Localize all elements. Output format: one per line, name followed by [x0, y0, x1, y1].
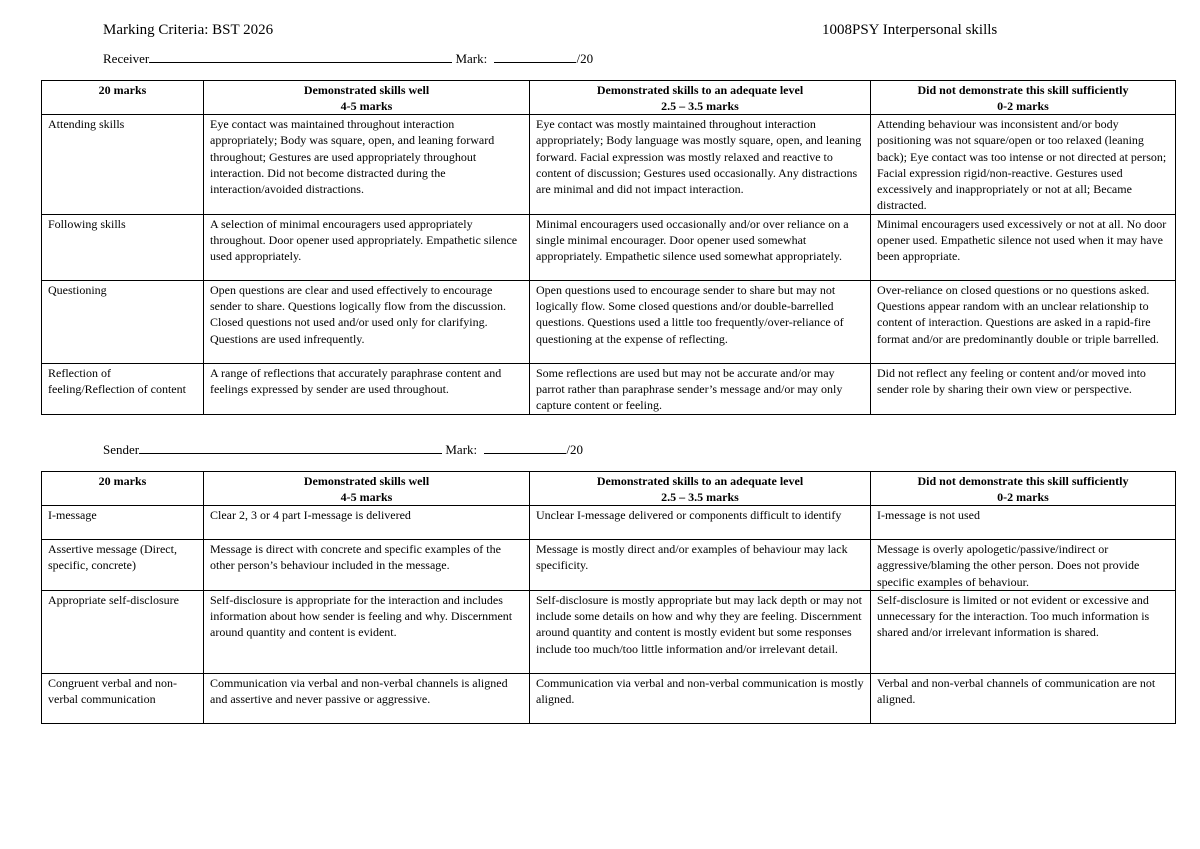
- document-title: Marking Criteria: BST 2026: [103, 22, 274, 38]
- criterion-cell: Attending skills: [42, 115, 204, 215]
- criterion-cell: I-message: [42, 506, 204, 540]
- insufficient-cell: Did not reflect any feeling or content and/or moved into sender role by sharing their own view or perspective.: [871, 363, 1176, 414]
- table-row: [42, 673, 1176, 723]
- insufficient-cell: Verbal and non-verbal channels of communication are not aligned.: [871, 673, 1176, 723]
- table-header-row: [42, 472, 1176, 506]
- insufficient-cell: Self-disclosure is limited or not evident or excessive and unnecessary for the interaction. Too much information is shared and/or irrelevant information is shared.: [871, 590, 1176, 673]
- criterion-cell: Appropriate self-disclosure: [42, 590, 204, 673]
- header-cell: Did not demonstrate this skill sufficiently 0-2 marks: [871, 472, 1176, 506]
- sender-mark-blank[interactable]: [484, 442, 566, 454]
- well-cell: Clear 2, 3 or 4 part I-message is delivered: [204, 506, 530, 540]
- sender-mark-label: Mark:: [445, 442, 478, 457]
- well-cell: Communication via verbal and non-verbal channels is aligned and assertive and never passive or aggressive.: [204, 673, 530, 723]
- table-row: [42, 214, 1176, 280]
- criterion-cell: Assertive message (Direct, specific, concrete): [42, 540, 204, 591]
- well-cell: A range of reflections that accurately paraphrase content and feelings expressed by sender are used throughout.: [204, 363, 530, 414]
- header-cell: Did not demonstrate this skill sufficiently 0-2 marks: [871, 81, 1176, 115]
- sender-label: Sender: [103, 442, 140, 457]
- insufficient-cell: I-message is not used: [871, 506, 1176, 540]
- header-cell: Demonstrated skills well 4-5 marks: [204, 472, 530, 506]
- table-row: [42, 115, 1176, 215]
- adequate-cell: Unclear I-message delivered or components difficult to identify: [530, 506, 871, 540]
- adequate-cell: Message is mostly direct and/or examples of behaviour may lack specificity.: [530, 540, 871, 591]
- header-cell: Demonstrated skills well 4-5 marks: [204, 81, 530, 115]
- table-row: [42, 540, 1176, 591]
- header-cell: Demonstrated skills to an adequate level 2.5 – 3.5 marks: [530, 472, 871, 506]
- sender-rubric-table: [41, 471, 1176, 724]
- table-row: [42, 590, 1176, 673]
- receiver-mark-out-of: /20: [576, 51, 594, 66]
- insufficient-cell: Over-reliance on closed questions or no questions asked. Questions appear random with an unclear relationship to content of interaction. Questions are asked in a rapid-fire format and/or are predominantly double or triple barrelled.: [871, 280, 1176, 363]
- receiver-label: Receiver: [103, 51, 150, 66]
- insufficient-cell: Message is overly apologetic/passive/indirect or aggressive/blaming the other person. Does not provide specific examples of behaviour.: [871, 540, 1176, 591]
- adequate-cell: Eye contact was mostly maintained throughout interaction appropriately; Body language was mostly square, open, and leaning forward. Facial expression was mostly relaxed and reactive to content of discussion; Gestures used occasionally. Any distractions are minimal and did not impact interaction.: [530, 115, 871, 215]
- adequate-cell: Open questions used to encourage sender to share but may not logically flow. Some closed questions and/or double-barrelled questions. Questions used a little too frequently/over-reliance of questioning at the expense of reflecting.: [530, 280, 871, 363]
- receiver-mark-label: Mark:: [455, 51, 488, 66]
- header-cell: 20 marks: [42, 472, 204, 506]
- table-header-row: [42, 81, 1176, 115]
- criterion-cell: Following skills: [42, 214, 204, 280]
- table-row: [42, 363, 1176, 414]
- receiver-mark-blank[interactable]: [494, 51, 576, 63]
- sender-mark-out-of: /20: [566, 442, 584, 457]
- table-row: [42, 280, 1176, 363]
- well-cell: Open questions are clear and used effectively to encourage sender to share. Questions logically flow from the discussion. Closed questions not used and/or used only for clarifying. Questions are used infrequently.: [204, 280, 530, 363]
- adequate-cell: Some reflections are used but may not be accurate and/or may parrot rather than paraphrase sender’s message and/or may only capture content or feeling.: [530, 363, 871, 414]
- well-cell: Message is direct with concrete and specific examples of the other person’s behaviour included in the message.: [204, 540, 530, 591]
- receiver-rubric-table: [41, 80, 1176, 415]
- well-cell: Eye contact was maintained throughout interaction appropriately; Body was square, open, and leaning forward throughout; Gestures are used appropriately throughout interaction. Did not become distracted during the interaction/avoided distractions.: [204, 115, 530, 215]
- receiver-line: [103, 51, 593, 67]
- sender-line: [103, 442, 583, 458]
- adequate-cell: Self-disclosure is mostly appropriate but may lack depth or may not include some details on how and why they are feeling. Discernment around quantity and content is mostly evident but some responses include too much/too little information and/or irrelevant detail.: [530, 590, 871, 673]
- insufficient-cell: Minimal encouragers used excessively or not at all. No door opener used. Empathetic silence not used when it may have been appropriate.: [871, 214, 1176, 280]
- course-title: 1008PSY Interpersonal skills: [822, 22, 998, 38]
- well-cell: A selection of minimal encouragers used appropriately throughout. Door opener used appropriately. Empathetic silence used appropriately.: [204, 214, 530, 280]
- header-cell: Demonstrated skills to an adequate level 2.5 – 3.5 marks: [530, 81, 871, 115]
- insufficient-cell: Attending behaviour was inconsistent and/or body positioning was not square/open or too relaxed (leaning back); Eye contact was too intense or not directed at person; Facial expression rigid/non-reactive. Gestures used excessively and inappropriately or not at all; Became distracted.: [871, 115, 1176, 215]
- table-row: [42, 506, 1176, 540]
- adequate-cell: Communication via verbal and non-verbal communication is mostly aligned.: [530, 673, 871, 723]
- header-cell: 20 marks: [42, 81, 204, 115]
- criterion-cell: Congruent verbal and non-verbal communication: [42, 673, 204, 723]
- well-cell: Self-disclosure is appropriate for the interaction and includes information about how sender is feeling and why. Discernment around quantity and content is evident.: [204, 590, 530, 673]
- criterion-cell: Reflection of feeling/Reflection of content: [42, 363, 204, 414]
- sender-name-blank[interactable]: [139, 442, 442, 454]
- criterion-cell: Questioning: [42, 280, 204, 363]
- adequate-cell: Minimal encouragers used occasionally and/or over reliance on a single minimal encourager. Door opener used somewhat appropriately. Empathetic silence used somewhat appropriately.: [530, 214, 871, 280]
- receiver-name-blank[interactable]: [149, 51, 452, 63]
